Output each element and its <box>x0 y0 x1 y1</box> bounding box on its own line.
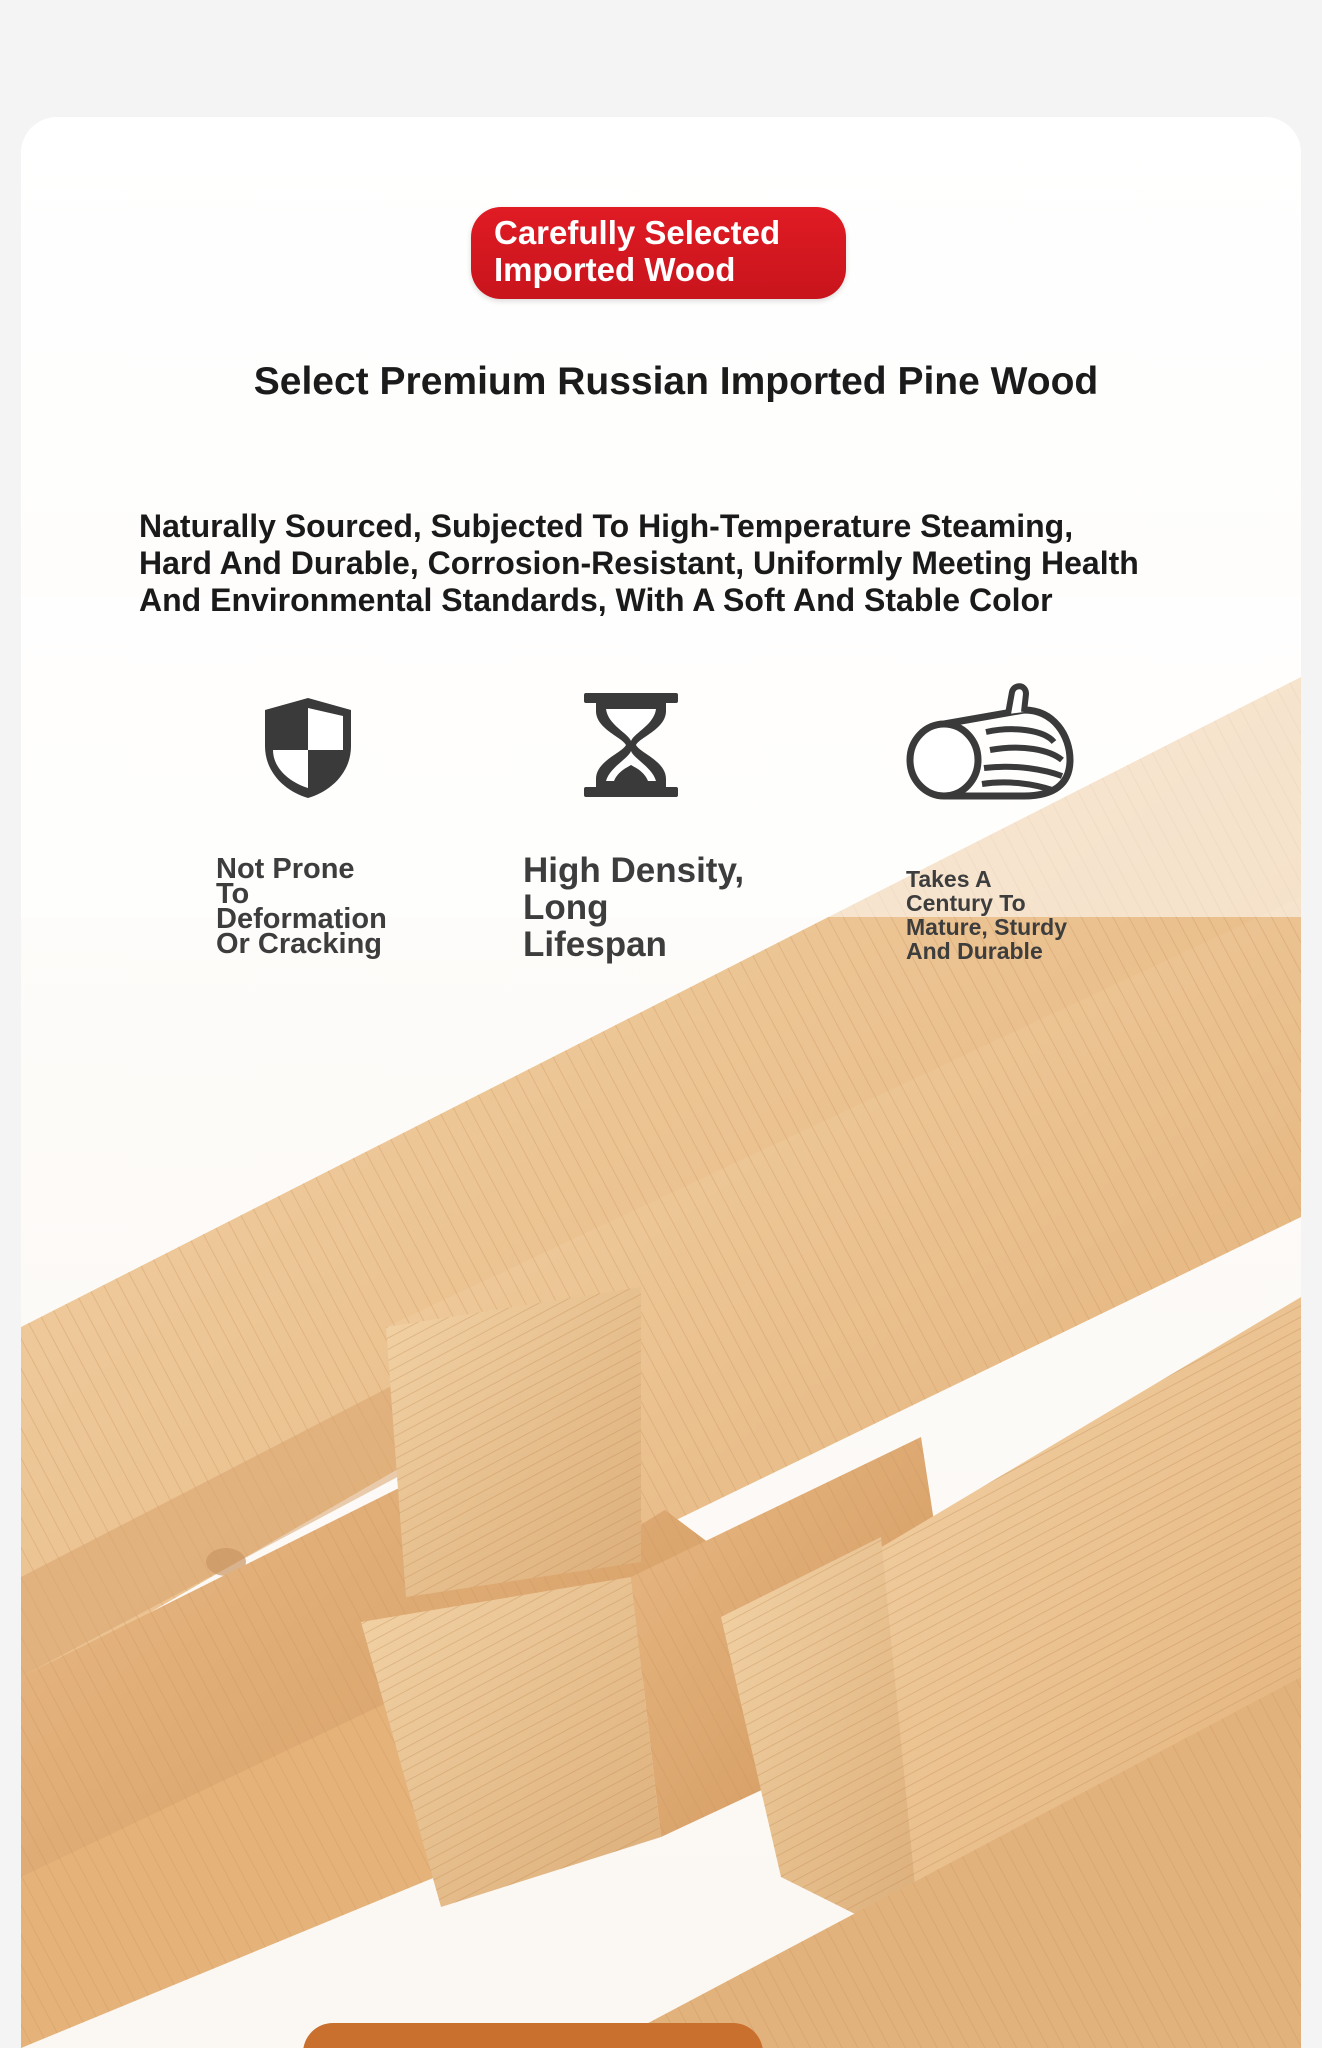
description-line: And Environmental Standards, With A Soft And Stable Color <box>139 582 1053 618</box>
hourglass-icon <box>578 689 684 801</box>
feature-line: Deformation <box>216 903 387 935</box>
pine-wood-image <box>21 117 1301 2048</box>
feature-caption-deformation <box>216 853 387 960</box>
feature-line: Takes A <box>906 866 992 892</box>
badge-line-2: Imported Wood <box>494 251 736 288</box>
description-line: Hard And Durable, Corrosion-Resistant, Uniformly Meeting Health <box>139 545 1139 581</box>
log-icon <box>904 680 1076 805</box>
product-card <box>21 117 1301 2048</box>
bottom-banner-edge <box>303 2023 763 2048</box>
feature-line: To <box>216 878 250 910</box>
feature-caption-century <box>906 867 1067 963</box>
feature-caption-density <box>523 852 744 963</box>
feature-line: Mature, Sturdy <box>906 914 1068 940</box>
description-line: Naturally Sourced, Subjected To High-Temperature Steaming, <box>139 508 1074 544</box>
feature-line: And Durable <box>906 938 1043 964</box>
feature-line: Long <box>523 888 609 927</box>
feature-line: Century To <box>906 890 1026 916</box>
feature-line: Lifespan <box>523 925 667 964</box>
section-title: Select Premium Russian Imported Pine Wood <box>253 360 1099 403</box>
category-badge <box>471 207 846 299</box>
feature-line: Or Cracking <box>216 928 382 960</box>
badge-line-1: Carefully Selected <box>494 214 781 251</box>
feature-line: Not Prone <box>216 853 355 885</box>
feature-line: High Density, <box>523 851 745 890</box>
shield-icon <box>259 694 357 802</box>
description <box>139 508 1139 619</box>
